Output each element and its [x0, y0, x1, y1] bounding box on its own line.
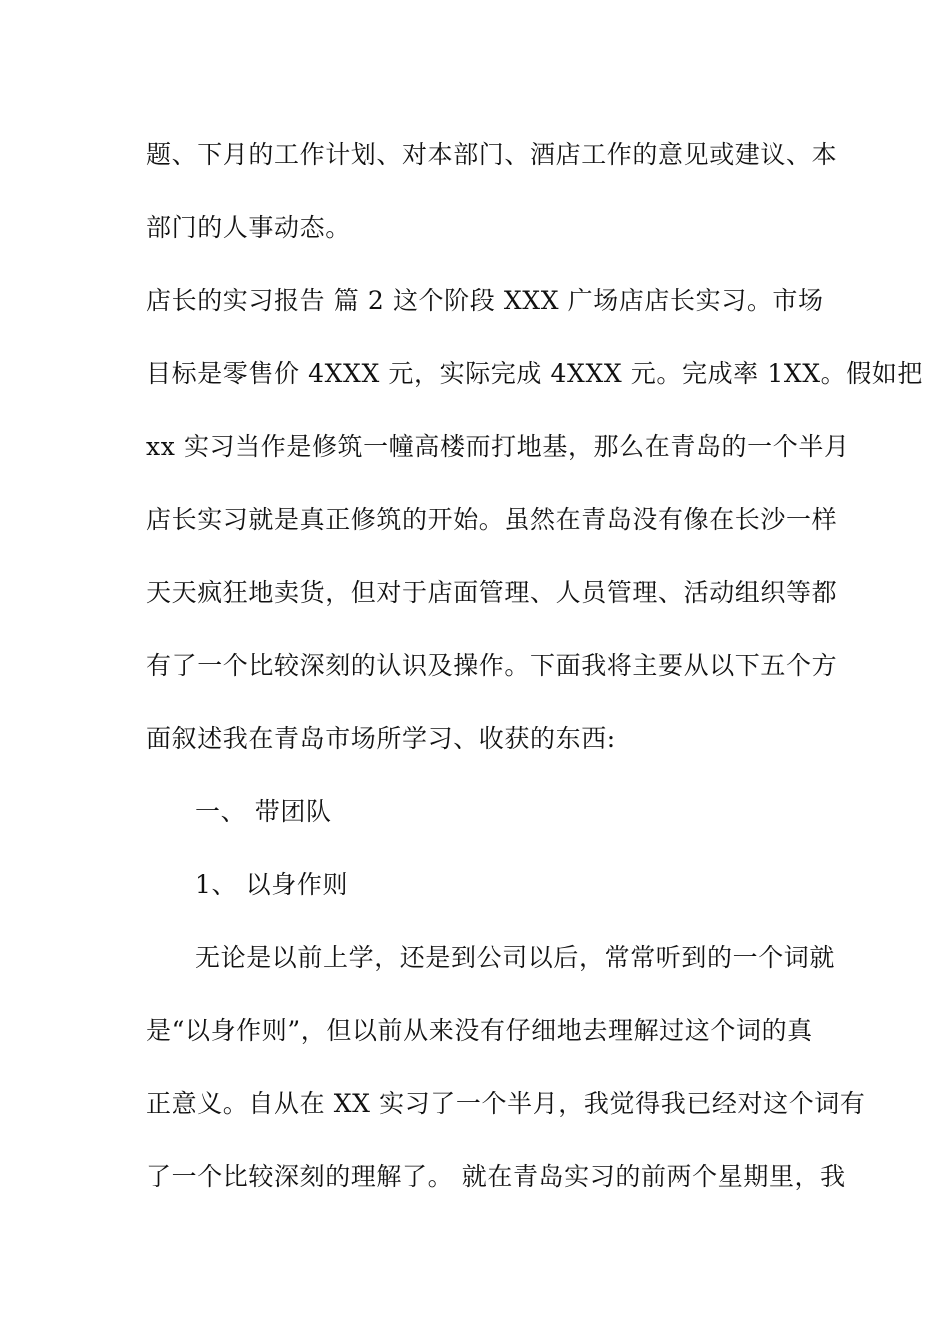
section-heading-line: 店长的实习报告 篇 2 这个阶段 XXX 广场店店长实习。市场: [146, 286, 824, 315]
text-line: 目标是零售价 4XXX 元，实际完成 4XXX 元。完成率 1XX。假如把: [146, 359, 924, 388]
text-line: 有了一个比较深刻的认识及操作。下面我将主要从以下五个方: [146, 651, 838, 680]
text-line: 无论是以前上学，还是到公司以后，常常听到的一个词就: [195, 943, 836, 972]
text-line: 部门的人事动态。: [146, 213, 351, 242]
text-line: 题、下月的工作计划、对本部门、酒店工作的意见或建议、本: [146, 140, 838, 169]
text-line: 天天疯狂地卖货，但对于店面管理、人员管理、活动组织等都: [146, 578, 838, 607]
text-line: xx 实习当作是修筑一幢高楼而打地基，那么在青岛的一个半月: [146, 432, 850, 461]
subheading-lead-by-example: 1、 以身作则: [195, 870, 349, 899]
text-line: 是“以身作则”，但以前从来没有仔细地去理解过这个词的真: [146, 1016, 813, 1045]
text-line: 了一个比较深刻的理解了。 就在青岛实习的前两个星期里，我: [146, 1162, 846, 1191]
text-line: 正意义。自从在 XX 实习了一个半月，我觉得我已经对这个词有: [146, 1089, 866, 1118]
text-line: 店长实习就是真正修筑的开始。虽然在青岛没有像在长沙一样: [146, 505, 838, 534]
subheading-team: 一、 带团队: [195, 797, 332, 826]
text-line: 面叙述我在青岛市场所学习、收获的东西:: [146, 724, 616, 753]
